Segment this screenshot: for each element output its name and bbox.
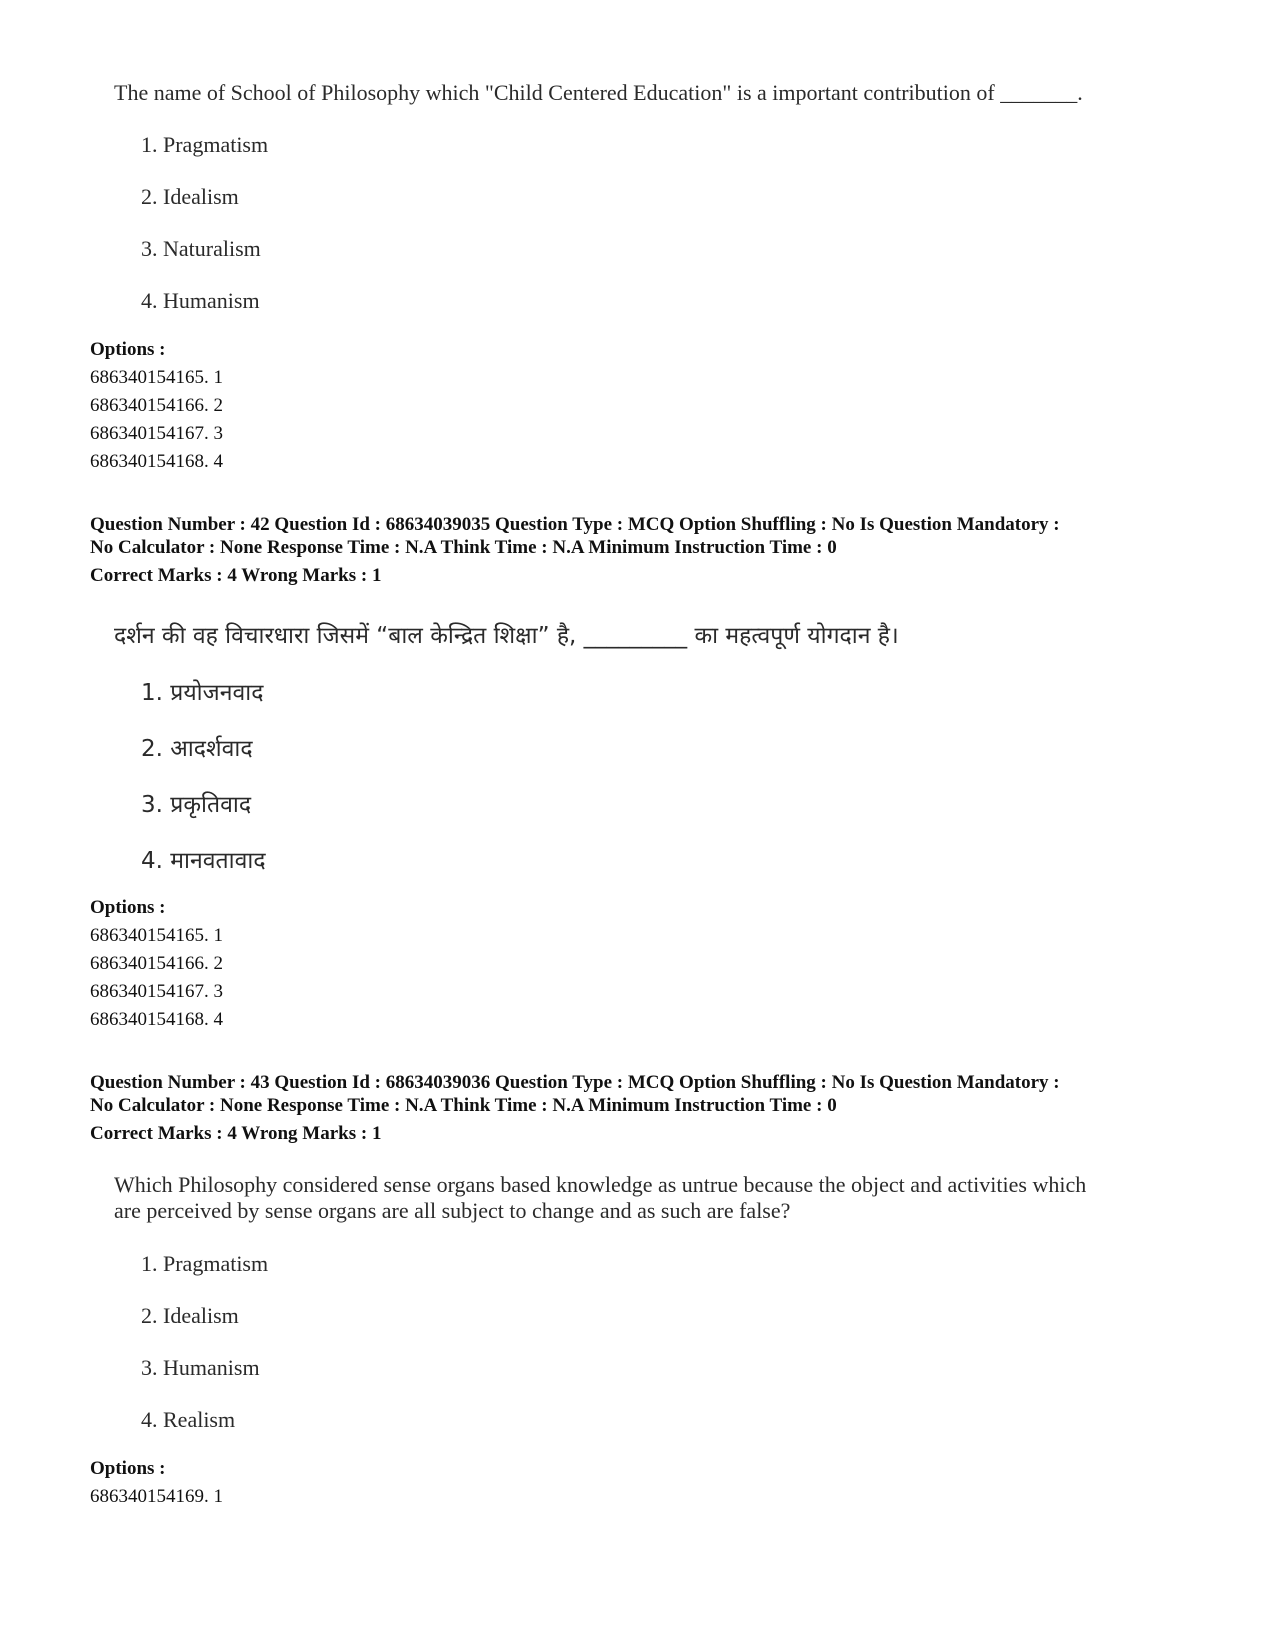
option-id: 686340154167. 3: [90, 423, 223, 444]
question-42-choice-2: 2. आदर्शवाद: [141, 736, 253, 762]
option-id: 686340154165. 1: [90, 367, 223, 388]
question-42-marks: Correct Marks : 4 Wrong Marks : 1: [90, 565, 382, 586]
question-42-meta-line-1: Question Number : 42 Question Id : 68634039035 Question Type : MCQ Option Shuffling : No Is Question Mandatory :: [90, 514, 1060, 535]
question-43-choice-4: 4. Realism: [141, 1407, 236, 1432]
question-43-text-line-2: are perceived by sense organs are all subject to change and as such are false?: [114, 1198, 791, 1223]
option-id: 686340154165. 1: [90, 925, 223, 946]
question-42-choice-1: 1. प्रयोजनवाद: [141, 680, 264, 706]
question-43-text-line-1: Which Philosophy considered sense organs based knowledge as untrue because the object and activities which: [114, 1172, 1087, 1197]
question-41-choice-2: 2. Idealism: [141, 184, 239, 209]
question-41-choice-4: 4. Humanism: [141, 288, 260, 313]
question-43-choice-1: 1. Pragmatism: [141, 1251, 269, 1276]
question-42-meta-line-2: No Calculator : None Response Time : N.A Think Time : N.A Minimum Instruction Time : 0: [90, 537, 837, 558]
question-42-choice-3: 3. प्रकृतिवाद: [141, 792, 252, 818]
option-id: 686340154166. 2: [90, 953, 223, 974]
question-43-meta-line-1: Question Number : 43 Question Id : 68634039036 Question Type : MCQ Option Shuffling : No Is Question Mandatory :: [90, 1072, 1060, 1093]
option-id: 686340154168. 4: [90, 451, 223, 472]
option-id: 686340154169. 1: [90, 1486, 223, 1507]
options-label: Options :: [90, 897, 166, 918]
question-43-choice-3: 3. Humanism: [141, 1355, 260, 1380]
option-id: 686340154166. 2: [90, 395, 223, 416]
question-43-meta-line-2: No Calculator : None Response Time : N.A Think Time : N.A Minimum Instruction Time : 0: [90, 1095, 837, 1116]
question-42-text: दर्शन की वह विचारधारा जिसमें “बाल केन्द्रित शिक्षा” है, _________ का महत्वपूर्ण योगदान है।: [114, 623, 899, 649]
question-43-marks: Correct Marks : 4 Wrong Marks : 1: [90, 1123, 382, 1144]
question-41-choice-1: 1. Pragmatism: [141, 132, 269, 157]
question-41-choice-3: 3. Naturalism: [141, 236, 261, 261]
option-id: 686340154168. 4: [90, 1009, 223, 1030]
option-id: 686340154167. 3: [90, 981, 223, 1002]
question-41-text: The name of School of Philosophy which "Child Centered Education" is a important contribution of _______.: [114, 80, 1083, 105]
options-label: Options :: [90, 1458, 166, 1479]
question-42-choice-4: 4. मानवतावाद: [141, 848, 266, 874]
options-label: Options :: [90, 339, 166, 360]
question-43-choice-2: 2. Idealism: [141, 1303, 239, 1328]
